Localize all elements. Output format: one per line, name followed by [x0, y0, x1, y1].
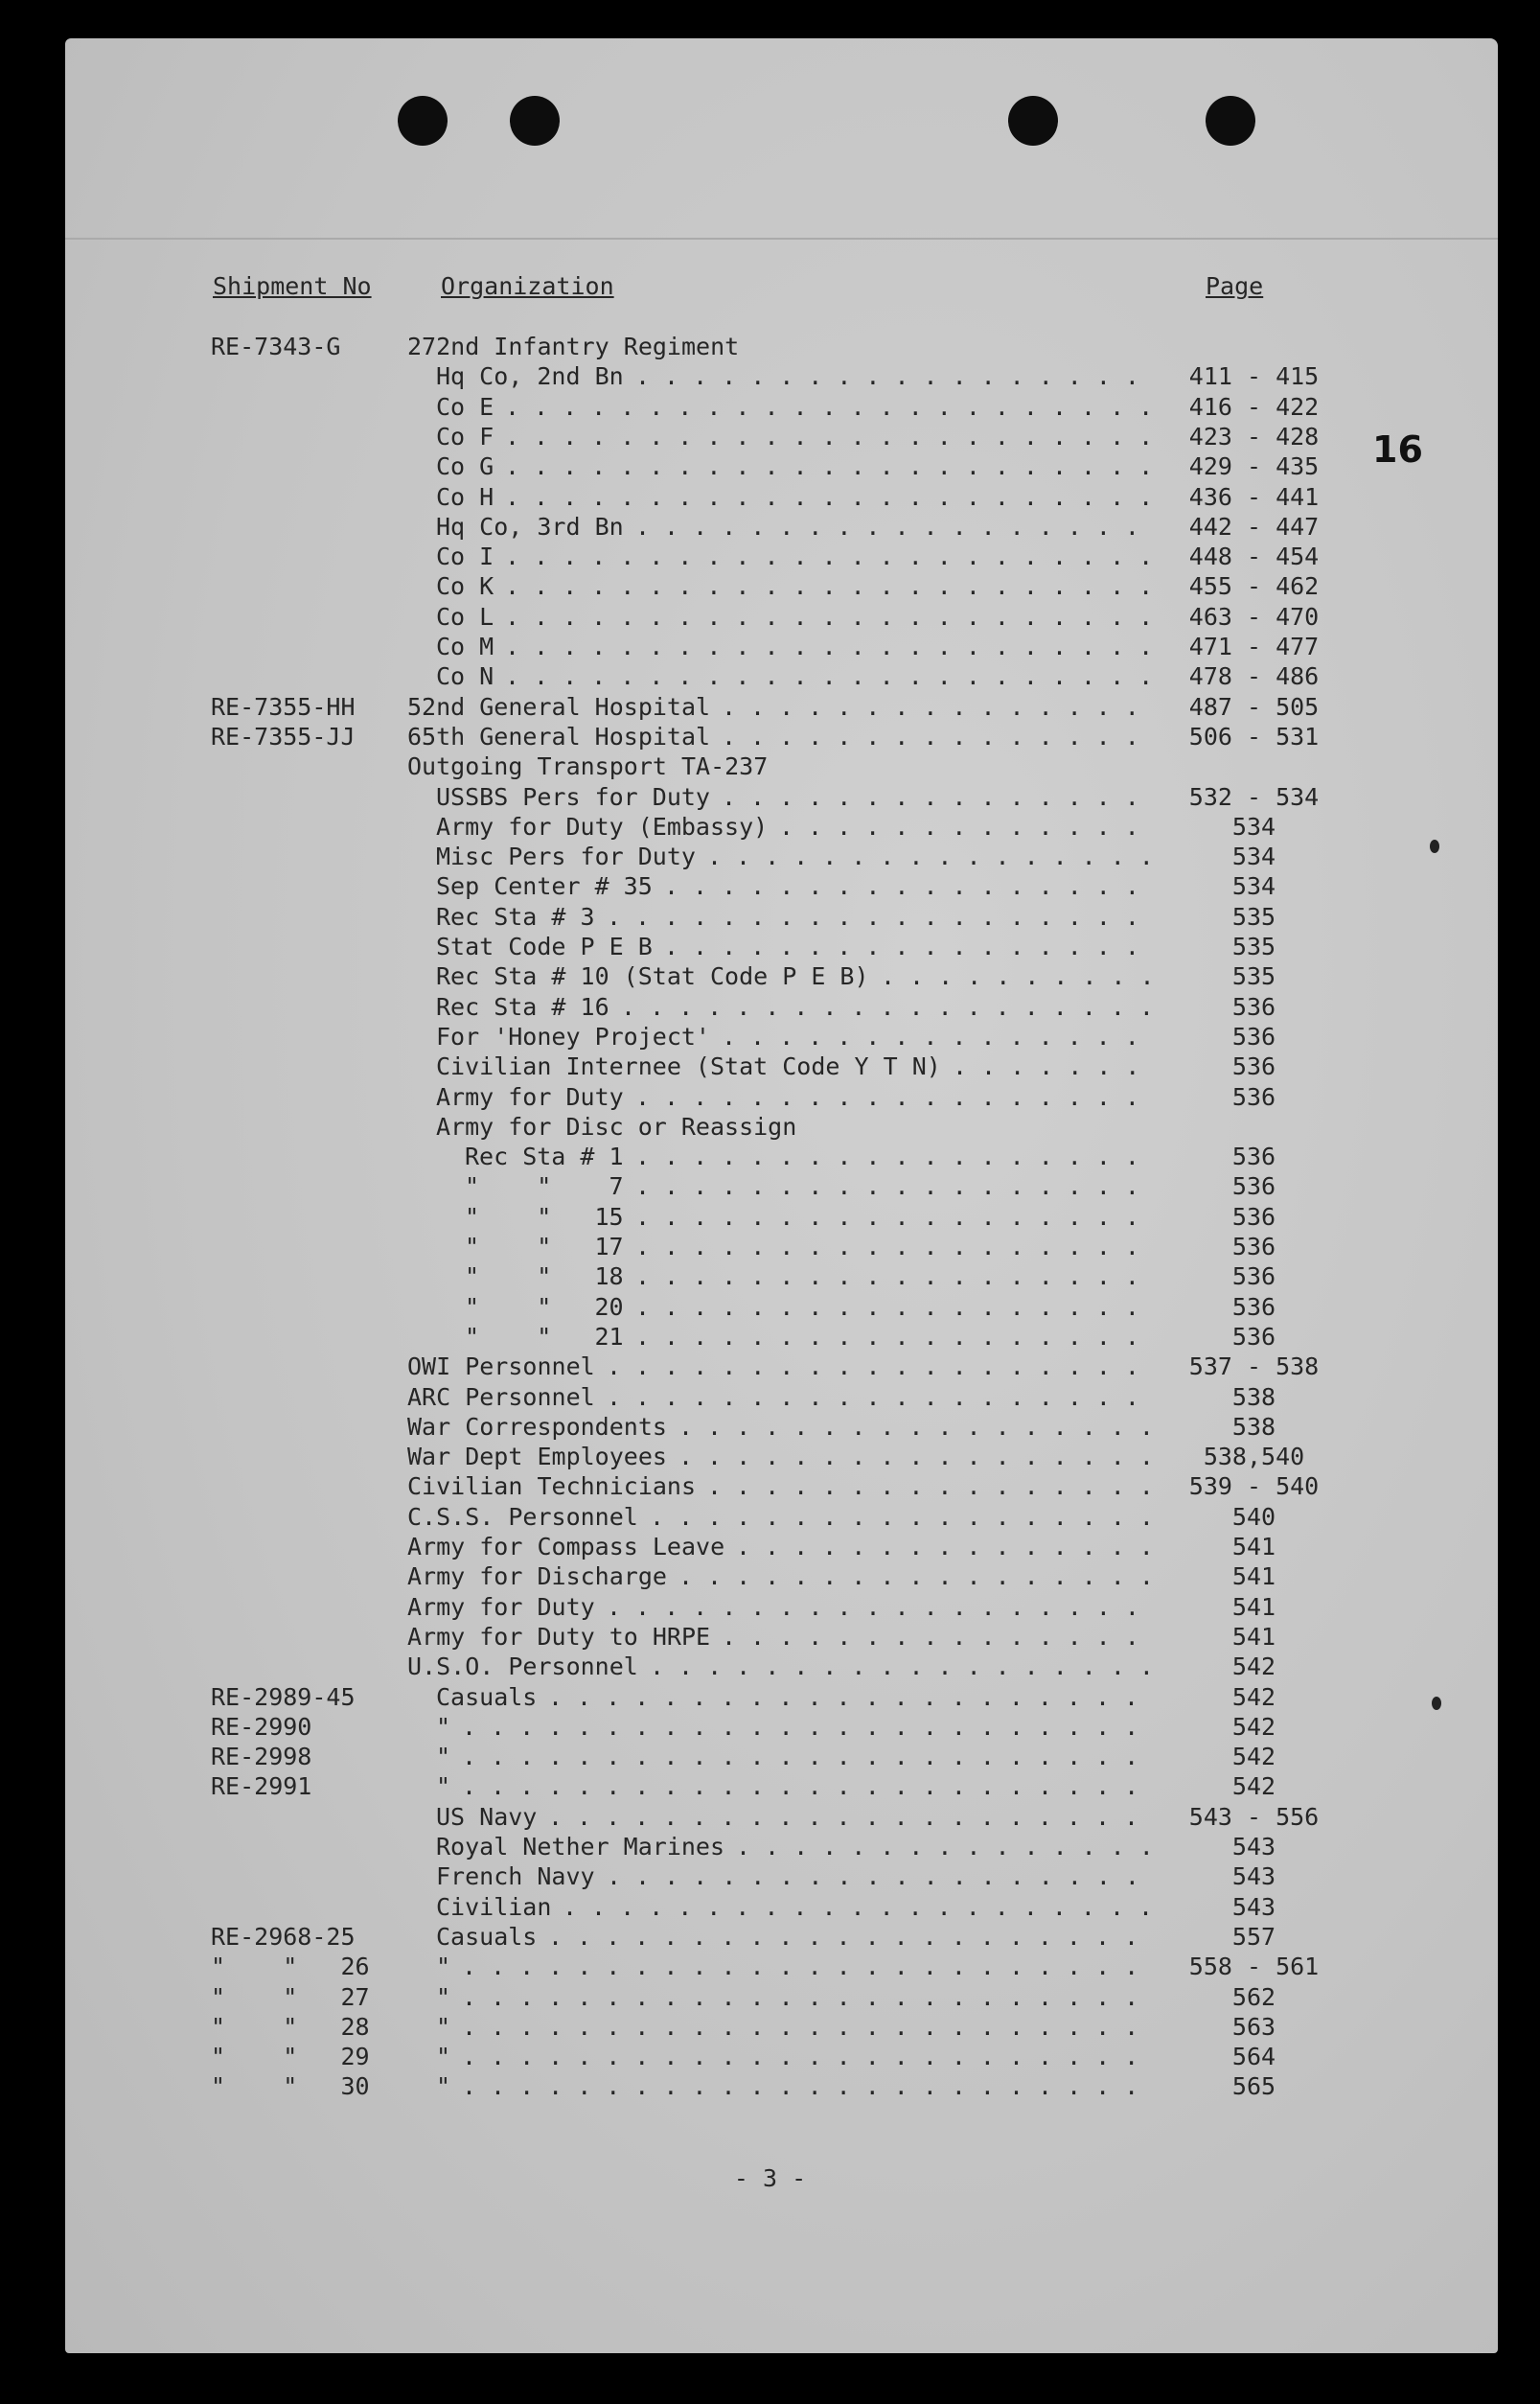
dot-leader: ...................: [607, 1862, 1154, 1891]
organization-name: ": [436, 1772, 451, 1801]
page-reference: 536: [1231, 1322, 1276, 1351]
organization-name: Co N: [436, 662, 494, 691]
organization-name: Hq Co, 2nd Bn: [436, 362, 624, 391]
page-reference: 541: [1231, 1533, 1276, 1560]
shipment-number: RE-7343-G: [211, 333, 341, 360]
organization-name: ": [436, 2043, 451, 2071]
dot-leader: ..................: [635, 1143, 1154, 1171]
organization-name: 52nd General Hospital: [407, 692, 711, 721]
dot-leader: .......................: [505, 392, 1168, 421]
dot-leader: ..................: [635, 1292, 1154, 1321]
organization-name: " " 18: [465, 1262, 624, 1291]
dot-leader: ..................: [635, 1202, 1154, 1231]
organization-name: OWI Personnel: [407, 1352, 595, 1381]
page-reference: 542: [1231, 1682, 1276, 1711]
organization-name: Army for Duty: [436, 1082, 624, 1111]
page-header: Page: [1206, 272, 1264, 300]
shipment-number: " " 29: [211, 2043, 370, 2071]
page-reference: 558 - 561: [1188, 1953, 1320, 1981]
organization-name: Army for Compass Leave: [407, 1533, 725, 1560]
page-reference: 534: [1231, 843, 1276, 871]
dot-leader: ........................: [462, 1953, 1154, 1981]
dot-leader: .......................: [505, 602, 1168, 631]
page-reference: 541: [1231, 1592, 1276, 1621]
dot-leader: ..................: [635, 1233, 1154, 1260]
organization-name: Rec Sta # 3: [436, 902, 595, 931]
organization-name: War Correspondents: [407, 1412, 667, 1441]
page-reference: 536: [1231, 1082, 1276, 1111]
shipment-number: RE-2989-45: [211, 1682, 356, 1711]
page-reference: 411 - 415: [1188, 362, 1320, 391]
dot-leader: ...............: [722, 1022, 1154, 1051]
organization-name: Co E: [436, 392, 494, 421]
organization-name: Misc Pers for Duty: [436, 843, 696, 871]
page-reference: 534: [1231, 872, 1276, 901]
organization-name: For 'Honey Project': [436, 1022, 710, 1051]
organization-name: ": [436, 1743, 451, 1771]
organization-name: Rec Sta # 1: [465, 1143, 624, 1171]
dot-leader: ...............: [722, 692, 1154, 721]
shipment-number: RE-2991: [211, 1772, 312, 1801]
shipment-number: RE-2998: [211, 1743, 312, 1771]
page-reference: 562: [1231, 1982, 1276, 2011]
organization-name: War Dept Employees: [407, 1443, 667, 1471]
page-reference: 542: [1231, 1772, 1276, 1801]
dot-leader: .................: [678, 1443, 1168, 1471]
page-reference: 416 - 422: [1188, 392, 1320, 421]
page-reference: 557: [1231, 1922, 1276, 1951]
dot-leader: .......................: [505, 543, 1168, 571]
dot-leader: ...............: [736, 1533, 1168, 1560]
page-reference: 542: [1231, 1712, 1276, 1741]
page-reference: 487 - 505: [1188, 692, 1320, 721]
page-reference: 536: [1231, 1022, 1276, 1051]
dot-leader: ...............: [722, 1622, 1154, 1651]
shipment-number: " " 26: [211, 1953, 370, 1981]
punch-hole: [1206, 96, 1255, 146]
organization-name: ": [436, 2012, 451, 2041]
dot-leader: .................: [678, 1412, 1168, 1441]
dot-leader: ...................: [607, 1382, 1154, 1411]
organization-name: Co G: [436, 452, 494, 481]
dot-leader: ...............: [736, 1833, 1168, 1861]
organization-name: Army for Duty to HRPE: [407, 1622, 711, 1651]
dot-leader: .......................: [505, 662, 1168, 691]
dot-leader: ..................: [635, 1082, 1154, 1111]
dot-leader: ........................: [462, 2072, 1154, 2101]
dot-leader: .......................: [505, 482, 1168, 511]
organization-name: Casuals: [436, 1922, 538, 1951]
organization-name: Co L: [436, 602, 494, 631]
page-reference: 536: [1231, 1143, 1276, 1171]
organization-name: US Navy: [436, 1802, 538, 1831]
organization-name: ": [436, 1982, 451, 2011]
organization-name: ": [436, 2072, 451, 2101]
page-reference: 535: [1231, 962, 1276, 991]
organization-name: Army for Duty: [407, 1592, 595, 1621]
dot-leader: ...................: [607, 1592, 1154, 1621]
organization-name: Rec Sta # 16: [436, 992, 609, 1021]
shipment-number: " " 28: [211, 2012, 370, 2041]
ink-speck: [1430, 840, 1439, 853]
shipment-number: RE-2968-25: [211, 1922, 356, 1951]
sheet-number-stamp: 16: [1372, 428, 1423, 471]
dot-leader: .................: [664, 872, 1154, 901]
dot-leader: ...................: [607, 1352, 1154, 1381]
dot-leader: ........................: [462, 2043, 1154, 2071]
dot-leader: .....................: [563, 1892, 1168, 1921]
organization-name: Civilian: [436, 1892, 552, 1921]
dot-leader: ........................: [462, 1772, 1154, 1801]
fold-line: [65, 238, 1498, 240]
page-reference: 542: [1231, 1743, 1276, 1771]
organization-name: " " 20: [465, 1292, 624, 1321]
page-reference: 534: [1231, 812, 1276, 841]
shipment-number: RE-2990: [211, 1712, 312, 1741]
page-reference: 539 - 540: [1188, 1472, 1320, 1501]
page-reference: 436 - 441: [1188, 482, 1320, 511]
dot-leader: ..................: [650, 1502, 1168, 1531]
organization-name: Army for Duty (Embassy): [436, 812, 769, 841]
page-reference: 536: [1231, 1292, 1276, 1321]
dot-leader: .......................: [505, 452, 1168, 481]
organization-name: " " 15: [465, 1202, 624, 1231]
dot-leader: .....................: [548, 1922, 1154, 1951]
dot-leader: ................: [707, 843, 1168, 871]
organization-name: U.S.O. Personnel: [407, 1653, 638, 1681]
organization-name: Co K: [436, 572, 494, 601]
page-reference: 535: [1231, 902, 1276, 931]
organization-name: Army for Discharge: [407, 1562, 667, 1591]
page-reference: 536: [1231, 1172, 1276, 1201]
page-reference: 542: [1231, 1653, 1276, 1681]
page-reference: 541: [1231, 1562, 1276, 1591]
organization-name: C.S.S. Personnel: [407, 1502, 638, 1531]
dot-leader: ...............: [722, 722, 1154, 751]
page-reference: 536: [1231, 1262, 1276, 1291]
page-reference: 442 - 447: [1188, 512, 1320, 541]
page-reference: 536: [1231, 1202, 1276, 1231]
organization-name: ": [436, 1953, 451, 1981]
shipment-number: RE-7355-HH: [211, 692, 356, 721]
page-reference: 538: [1231, 1382, 1276, 1411]
dot-leader: .............: [779, 812, 1154, 841]
page-reference: 536: [1231, 1052, 1276, 1081]
dot-leader: ..................: [635, 1262, 1154, 1291]
page-reference: 543: [1231, 1862, 1276, 1891]
page-reference: 478 - 486: [1188, 662, 1320, 691]
dot-leader: .......................: [505, 633, 1168, 660]
punch-hole: [1008, 96, 1058, 146]
page-reference: 536: [1231, 1233, 1276, 1260]
organization-name: Co I: [436, 543, 494, 571]
organization-name: 272nd Infantry Regiment: [407, 333, 740, 360]
page-reference: 448 - 454: [1188, 543, 1320, 571]
page-reference: 563: [1231, 2012, 1276, 2041]
page-reference: 423 - 428: [1188, 422, 1320, 451]
organization-name: Rec Sta # 10 (Stat Code P E B): [436, 962, 869, 991]
organization-name: Co H: [436, 482, 494, 511]
page-reference: 463 - 470: [1188, 602, 1320, 631]
page-reference: 543: [1231, 1892, 1276, 1921]
organization-name: 65th General Hospital: [407, 722, 711, 751]
page-reference: 543: [1231, 1833, 1276, 1861]
page-number: - 3 -: [733, 2164, 807, 2192]
dot-leader: .......: [953, 1052, 1155, 1081]
dot-leader: .....................: [548, 1682, 1154, 1711]
organization-name: Sep Center # 35: [436, 872, 653, 901]
dot-leader: ..................: [635, 362, 1154, 391]
shipment-number: RE-7355-JJ: [211, 722, 356, 751]
shipment-number: " " 27: [211, 1982, 370, 2011]
dot-leader: ..................: [650, 1653, 1168, 1681]
dot-leader: .......................: [505, 422, 1168, 451]
organization-name: ARC Personnel: [407, 1382, 595, 1411]
dot-leader: ........................: [462, 1743, 1154, 1771]
dot-leader: ................: [707, 1472, 1168, 1501]
page-reference: 564: [1231, 2043, 1276, 2071]
page-reference: 536: [1231, 992, 1276, 1021]
punch-hole: [510, 96, 560, 146]
page-reference: 541: [1231, 1622, 1276, 1651]
dot-leader: ..................: [635, 1322, 1154, 1351]
dot-leader: .................: [664, 933, 1154, 960]
shipment-number: " " 30: [211, 2072, 370, 2101]
page-reference: 538: [1231, 1412, 1276, 1441]
organization-name: USSBS Pers for Duty: [436, 782, 710, 811]
page-reference: 506 - 531: [1188, 722, 1320, 751]
dot-leader: ...................: [621, 992, 1168, 1021]
organization-name: ": [436, 1712, 451, 1741]
organization-name: French Navy: [436, 1862, 595, 1891]
dot-leader: .....................: [548, 1802, 1154, 1831]
organization-name: Civilian Technicians: [407, 1472, 697, 1501]
dot-leader: ........................: [462, 1982, 1154, 2011]
page-reference: 565: [1231, 2072, 1276, 2101]
ink-speck: [1432, 1697, 1441, 1710]
dot-leader: ..................: [635, 1172, 1154, 1201]
dot-leader: .......................: [505, 572, 1168, 601]
page-reference: 532 - 534: [1188, 782, 1320, 811]
organization-header: Organization: [441, 272, 614, 300]
shipment-header: Shipment No: [213, 272, 372, 300]
page-reference: 429 - 435: [1188, 452, 1320, 481]
page-reference: 540: [1231, 1502, 1276, 1531]
page-reference: 543 - 556: [1188, 1802, 1320, 1831]
organization-name: Stat Code P E B: [436, 933, 653, 960]
page-reference: 455 - 462: [1188, 572, 1320, 601]
organization-name: Army for Disc or Reassign: [436, 1112, 797, 1141]
page-reference: 535: [1231, 933, 1276, 960]
organization-name: " " 21: [465, 1322, 624, 1351]
organization-name: Outgoing Transport TA-237: [407, 752, 769, 781]
dot-leader: ........................: [462, 2012, 1154, 2041]
dot-leader: ...............: [722, 782, 1154, 811]
organization-name: " " 7: [465, 1172, 624, 1201]
organization-name: Royal Nether Marines: [436, 1833, 725, 1861]
organization-name: Casuals: [436, 1682, 538, 1711]
punch-hole: [398, 96, 448, 146]
organization-name: Hq Co, 3rd Bn: [436, 512, 624, 541]
organization-name: " " 17: [465, 1233, 624, 1260]
dot-leader: ..................: [635, 512, 1154, 541]
organization-name: Co F: [436, 422, 494, 451]
page-reference: 537 - 538: [1188, 1352, 1320, 1381]
organization-name: Civilian Internee (Stat Code Y T N): [436, 1052, 941, 1081]
dot-leader: ........................: [462, 1712, 1154, 1741]
page-reference: 538,540: [1203, 1443, 1305, 1471]
dot-leader: .................: [678, 1562, 1168, 1591]
dot-leader: ...................: [607, 902, 1154, 931]
page-reference: 471 - 477: [1188, 633, 1320, 660]
dot-leader: ..........: [881, 962, 1169, 991]
organization-name: Co M: [436, 633, 494, 660]
